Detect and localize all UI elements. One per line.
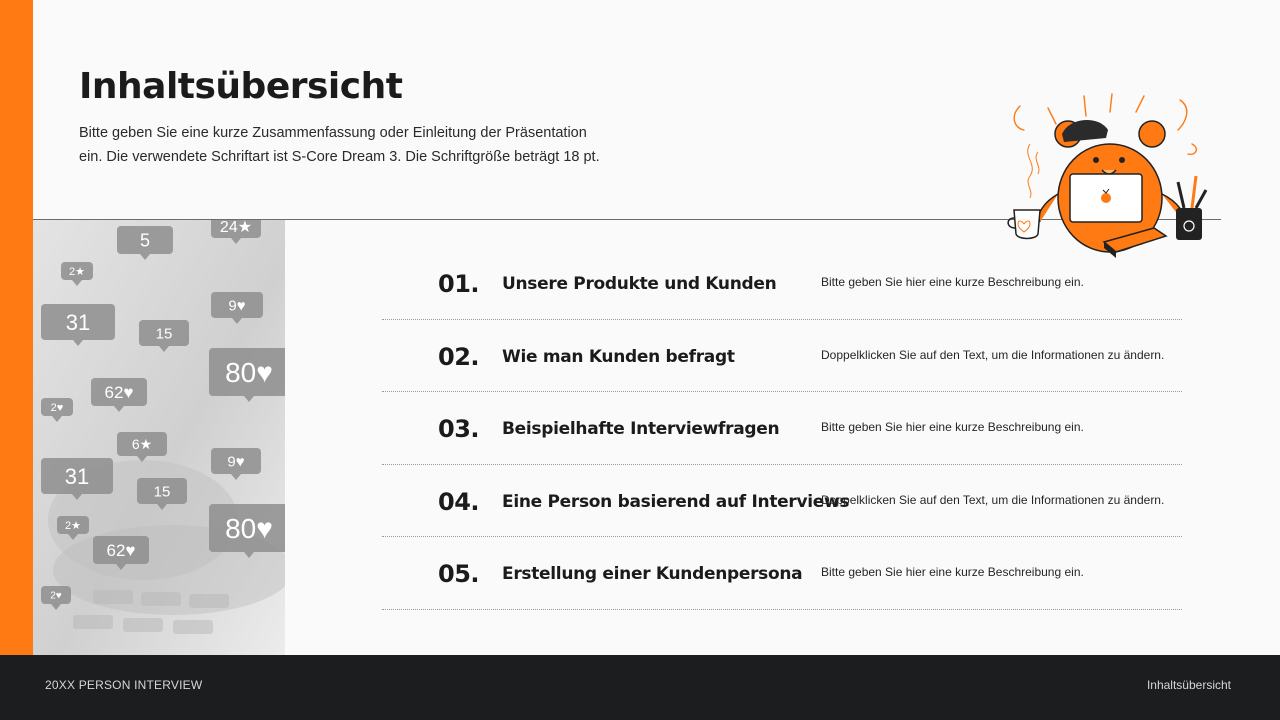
comment-icon: 15 <box>153 483 171 501</box>
user-icon: 31 <box>65 309 91 335</box>
heart-icon: 62♥ <box>104 383 134 403</box>
heart-icon: 80♥ <box>225 513 273 545</box>
notification-badge <box>41 304 115 346</box>
toc-title[interactable]: Beispielhafte Interviewfragen <box>502 419 780 439</box>
toc-number: 04. <box>438 487 480 516</box>
toc-item[interactable] <box>382 247 1182 320</box>
toc-number: 03. <box>438 415 480 443</box>
star-icon: 6★ <box>131 436 153 453</box>
toc-number: 02. <box>438 342 480 371</box>
star-icon: 2★ <box>69 265 85 278</box>
footer-section-name: Inhaltsübersicht <box>1146 678 1231 692</box>
heart-icon: 80♥ <box>225 357 273 389</box>
heart-icon: 2♥ <box>50 590 62 602</box>
toc-description[interactable]: Doppelklicken Sie auf den Text, um die Informationen zu ändern. <box>821 347 1165 362</box>
toc-item[interactable] <box>382 392 1182 465</box>
toc-title[interactable]: Wie man Kunden befragt <box>502 346 735 367</box>
heart-icon: 2♥ <box>50 401 64 414</box>
social-media-photo <box>33 220 285 655</box>
mascot-illustration <box>1000 86 1230 264</box>
star-icon: 24★ <box>219 220 253 236</box>
toc-number: 05. <box>438 560 480 588</box>
comment-icon: 15 <box>155 325 173 343</box>
user-icon: 5 <box>139 230 151 251</box>
toc-title[interactable]: Unsere Produkte und Kunden <box>502 274 777 294</box>
toc-number: 01. <box>438 270 480 298</box>
slide-title: Inhaltsübersicht <box>79 66 403 107</box>
toc-item[interactable] <box>382 465 1182 538</box>
toc-description[interactable]: Bitte geben Sie hier eine kurze Beschreibung ein. <box>821 420 1084 434</box>
footer-presentation-name: 20XX PERSON INTERVIEW <box>45 678 203 692</box>
toc-description[interactable]: Doppelklicken Sie auf den Text, um die Informationen zu ändern. <box>821 492 1165 507</box>
notification-badge <box>209 504 285 558</box>
toc-item[interactable] <box>382 320 1182 393</box>
toc-title[interactable]: Erstellung einer Kundenpersona <box>502 564 803 584</box>
toc-item[interactable] <box>382 537 1182 610</box>
user-icon: 31 <box>64 463 90 489</box>
footer <box>0 655 1280 720</box>
star-icon: 2★ <box>65 519 81 532</box>
heart-icon: 9♥ <box>227 453 245 471</box>
pencil-cup-icon <box>1176 208 1202 240</box>
accent-bar <box>0 0 33 655</box>
heart-icon: 62♥ <box>106 541 136 561</box>
slide-intro: Bitte geben Sie eine kurze Zusammenfassung oder Einleitung der Präsentation ein. Die verwendete Schriftart ist S-Core Dream 3. Die Schriftgröße beträgt 18 pt. <box>79 125 600 165</box>
toc-list <box>382 247 1182 610</box>
notification-badge <box>209 348 285 402</box>
toc-description[interactable]: Bitte geben Sie hier eine kurze Beschreibung ein. <box>821 275 1084 289</box>
toc-title[interactable]: Eine Person basierend auf Interviews <box>502 491 850 512</box>
notification-badge <box>41 458 113 500</box>
toc-description[interactable]: Bitte geben Sie hier eine kurze Beschreibung ein. <box>821 565 1084 579</box>
heart-icon: 9♥ <box>228 297 246 315</box>
